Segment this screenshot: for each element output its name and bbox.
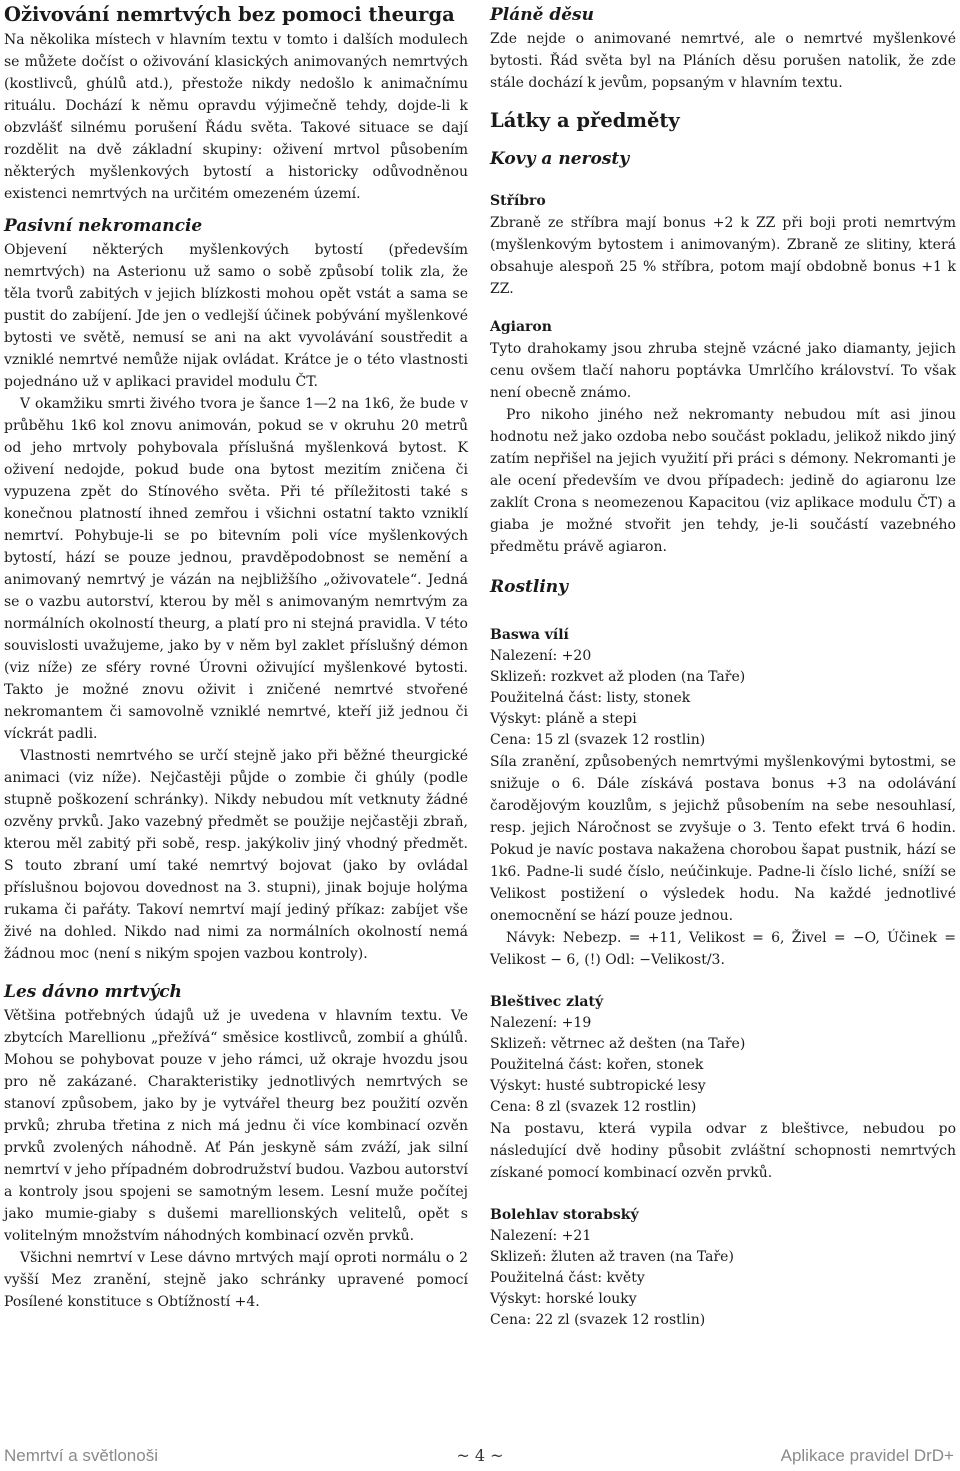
page-footer — [0, 1446, 960, 1468]
item-name-bolehlav: Bolehlav storabský — [490, 1207, 639, 1223]
stat-line: Použitelná část: listy, stonek — [490, 690, 691, 706]
stat-line: Sklizeň: rozkvet až ploden (na Taře) — [490, 669, 746, 685]
stat-line: Cena: 22 zl (svazek 12 rostlin) — [490, 1312, 706, 1328]
stat-line: Nalezení: +19 — [490, 1015, 592, 1031]
stat-line: Použitelná část: kořen, stonek — [490, 1057, 704, 1073]
heading-pasivni-nekromancie: Pasivní nekromancie — [4, 216, 203, 236]
paragraph: V okamžiku smrti živého tvora je šance 1—2 na 1k6, že bude v průběhu 1k6 kol znovu animován, pokud se v okruhu 20 metrů od jeho mrtvoly pohybovala příslušná myšlenková bytost. K oživení nedojde, pokud bude ona bytost mezitím zničena či vypuzena zpět do Stínového světa. Při té příležitosti také s konečnou platností ihned zemřou i všichni ostatní takto vzniklí nemrtví. Pohybuje-li se po bitevním poli více myšlenkových bytostí, hází se pouze jednou, pravděpodobnost se nemění a animovaný nemrtvý je vázán na nejbližšího „oživovatele“. Jedná se o vazbu autorství, kterou by měl s animovaným nemrtvým za normálních okolností theurg, a platí pro ni stejná pravidla. V této souvislosti uvažujeme, jako by v něm byl zaklet příslušný démon (viz níže) ze sféry rovné Úrovni oživující myšlenkové bytosti. Takto je možné znovu oživit i zničené nemrtvé stvořené nekromantem či samovolně vzniklé nemrtvé, kteří již jednou či víckrát padli. — [4, 396, 468, 742]
stat-line: Sklizeň: žluten až traven (na Taře) — [490, 1249, 734, 1265]
right-column — [490, 0, 956, 1331]
paragraph: Zde nejde o animované nemrtvé, ale o nemrtvé myšlenkové bytosti. Řád světa byl na Pláních děsu porušen natolik, že zde stále dochází k jevům, popsaným v hlavním textu. — [490, 31, 956, 91]
item-name-stribro: Stříbro — [490, 193, 546, 209]
item-name-baswa: Baswa vílí — [490, 627, 569, 643]
item-stats-baswa — [490, 646, 956, 751]
paragraph: Pro nikoho jiného než nekromanty nebudou mít asi jinou hodnotu než jako ozdoba nebo součást pokladu, jelikož nikdo jiný zatím nepřišel na jejich využití při práci s démony. Nekromanti je ale ocení především ve dvou případech: jedině do agiaronu lze zaklít Crona s neomezenou Kapacitou (viz aplikace modulu ČT) a giaba je možné stvořit jen tehdy, je-li součástí vazebného předmětu právě agiaron. — [490, 407, 956, 555]
page-number: ~ 4 ~ — [456, 1446, 504, 1465]
stat-line: Výskyt: husté subtropické lesy — [490, 1078, 706, 1094]
item-name-agiaron: Agiaron — [490, 319, 552, 335]
footer-series-title: Aplikace pravidel DrD+ — [780, 1446, 954, 1465]
item-name-blestivec: Bleštivec zlatý — [490, 994, 604, 1010]
heading-kovy-a-nerosty: Kovy a nerosty — [490, 149, 630, 169]
stat-line: Cena: 15 zl (svazek 12 rostlin) — [490, 732, 706, 748]
left-column — [4, 0, 468, 1313]
stat-line: Sklizeň: větrnec až dešten (na Taře) — [490, 1036, 746, 1052]
paragraph: Tyto drahokamy jsou zhruba stejně vzácné jako diamanty, jejich cenu ovšem tlačí nahoru poptávka Umrlčího království. To však není obecně známo. — [490, 341, 956, 401]
paragraph: Objevení některých myšlenkových bytostí (především nemrtvých) na Asterionu už samo o sobě způsobí tolik zla, že těla tvorů zabitých v jejich blízkosti mohou opět vstát a sama se pustit do zabíjení. Jde jen o vedlejší účinek pobývání myšlenkové bytosti ve světě, nemusí se ani na akt vyvolávání soustředit a vzniklé nemrtvé nemůže nijak ovládat. Krátce je o této vlastnosti pojednáno už v aplikaci pravidel modulu ČT. — [4, 242, 468, 390]
heading-latky-a-predmety: Látky a předměty — [490, 109, 680, 132]
paragraph: Na postavu, která vypila odvar z bleštivce, nebudou po následující dvě hodiny působit zvláštní schopnosti nemrtvých získané pomocí kombinací ozvěn prvků. — [490, 1121, 956, 1181]
paragraph: Vlastnosti nemrtvého se určí stejně jako při běžné theurgické animaci (viz níže). Nejčastěji půjde o zombie či ghúly (podle stupně poškození schránky). Nikdy nebudou mít vetknuty žádné ozvěny prvků. Jako vazebný předmět se použije nejčastěji zbraň, kterou měl zabitý při sobě, resp. jakýkoliv jiný vhodný předmět. S touto zbraní umí také nemrtvý bojovat (jako by ovládal příslušnou bojovou dovednost na 3. stupni), jinak bojuje holýma rukama či pařáty. Takoví nemrtví mají jediný příkaz: zabíjet vše živé na dohled. Nikdo nad nimi za normálních okolností nemá žádnou moc (není s nikým spojen vazbou kontroly). — [4, 748, 468, 962]
stat-line: Výskyt: pláně a stepi — [490, 711, 637, 727]
item-stats-bolehlav — [490, 1226, 956, 1331]
paragraph: Návyk: Nebezp. = +11, Velikost = 6, Živel = −O, Účinek = Velikost − 6, (!) Odl: −Velikost/3. — [490, 930, 956, 968]
paragraph: Všichni nemrtví v Lese dávno mrtvých mají oproti normálu o 2 vyšší Mez zranění, stejně jako schránky upravené pomocí Posílené konstituce s Obtížností +4. — [4, 1250, 468, 1310]
stat-line: Nalezení: +20 — [490, 648, 592, 664]
section-title: Oživování nemrtvých bez pomoci theurga — [4, 3, 455, 26]
stat-line: Nalezení: +21 — [490, 1228, 592, 1244]
heading-les-davno-mrtvych: Les dávno mrtvých — [4, 982, 182, 1002]
stat-line: Výskyt: horské louky — [490, 1291, 637, 1307]
paragraph: Zbraně ze stříbra mají bonus +2 k ZZ při boji proti nemrtvým (myšlenkovým bytostem i animovaným). Zbraně ze slitiny, která obsahuje alespoň 25 % stříbra, potom mají obdobně bonus +1 k ZZ. — [490, 215, 956, 297]
heading-plane-desu: Pláně děsu — [490, 5, 594, 25]
intro-paragraph: Na několika místech v hlavním textu v tomto i dalších modulech se můžete dočíst o oživování klasických animovaných nemrtvých (kostlivců, ghúlů atd.), přestože nikdy nedošlo k animačnímu rituálu. Dochází k němu opravdu výjimečně tehdy, dojde-li k obzvlášť silnému porušení Řádu světa. Takové situace se dají rozdělit na dvě základní skupiny: oživení mrtvol působením některých myšlenkových bytostí a historicky odůvodněnou existenci nemrtvých na určitém omezeném území. — [4, 32, 468, 202]
stat-line: Cena: 8 zl (svazek 12 rostlin) — [490, 1099, 697, 1115]
paragraph: Síla zranění, způsobených nemrtvými myšlenkovými bytostmi, se snižuje o 6. Dále získává postava bonus +3 na odolávání čarodějovým kouzlům, s jejichž působením na sebe nesouhlasí, resp. jejich Náročnost se zvyšuje o 3. Tento efekt trvá 6 hodin. Pokud je navíc postava nakažena chorobou šapat pustnik, hází se 1k6. Padne-li sudé číslo, neúčinkuje. Padne-li číslo liché, sníží se Velikost postižení o výsledek hodu. Na každé jednotlivé onemocnění se hází pouze jednou. — [490, 754, 956, 924]
paragraph: Většina potřebných údajů už je uvedena v hlavním textu. Ve zbytcích Marellionu „přežívá“ směsice kostlivců, zombií a ghúlů. Mohou se pohybovat pouze v jeho rámci, už okraje hvozdu jsou pro ně zakázané. Charakteristiky jednotlivých nemrtvých se stanoví způsobem, jako by je vytvářel theurg bez použití ozvěn prvků; zhruba třetina z nich má jednu či více kombinací ozvěn prvků zvolených náhodně. Ať Pán jeskyně sám zváží, jak silní nemrtví v jeho případném dobrodružství budou. Vazbou autorství a kontroly jsou spojeni se samotným lesem. Lesní muže počítej jako mumie-giaby s dušemi marellionských velitelů, opět s volitelným množstvím náhodných kombinací ozvěn prvků. — [4, 1008, 468, 1244]
item-stats-blestivec — [490, 1013, 956, 1118]
footer-book-title: Nemrtví a světlonoši — [4, 1446, 158, 1465]
heading-rostliny: Rostliny — [490, 577, 569, 597]
stat-line: Použitelná část: květy — [490, 1270, 645, 1286]
